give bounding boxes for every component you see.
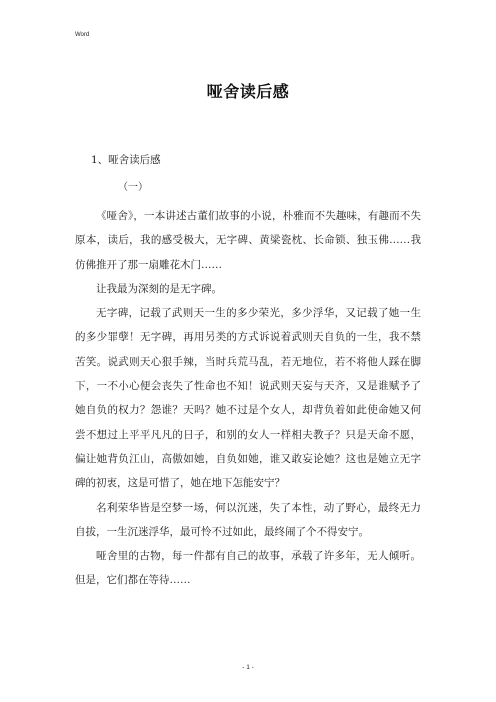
document-body: [75, 204, 421, 593]
paragraph: 无字碑，记载了武则天一生的多少荣光，多少浮华，又记载了她一生的多少罪孽！无字碑，再用另类的方式诉说着武则天自负的一生，我不禁苦笑。说武则天心狠手辣，当时兵荒马乱，若无地位，若不将他人踩在脚下，一不小心便会丧失了性命也不知！说武则天妄与天齐，又是谁赋予了她自负的权力？怨谁？天吗？她不过是个女人，却背负着如此使命她又何尝不想过上平平凡凡的日子，和别的女人一样相夫教子？只是天命不愿，偏让她背负江山，高傲如她，自负如她，谁又敢妄论她？这也是她立无字碑的初衷，这是可惜了，她在地下怎能安宁？: [75, 307, 421, 490]
paragraph: 《哑舍》，一本讲述古董们故事的小说，朴雅而不失趣味，有趣而不失原本，读后，我的感受极大，无字碑、黄梁瓷枕、长命锁、独玉佛……我仿佛推开了那一扇雕花木门……: [75, 210, 421, 271]
paragraph: 名利荣华皆是空梦一场，何以沉迷，失了本性，动了野心，最终无力自拔，一生沉迷浮华，最可怜不过如此，最终闹了个不得安宁。: [75, 501, 421, 538]
page-number: - 1 -: [242, 664, 254, 671]
paragraph: 让我最为深刻的是无字碑。: [96, 282, 222, 295]
section-heading: 1、哑舍读后感: [91, 154, 161, 166]
subsection-label: （一）: [118, 182, 148, 193]
document-title: 哑舍读后感: [206, 82, 290, 101]
header-word-label: Word: [75, 32, 90, 38]
paragraph: 哑舍里的古物，每一件都有自己的故事，承载了许多年，无人倾听。但是，它们都在等待……: [75, 550, 421, 587]
